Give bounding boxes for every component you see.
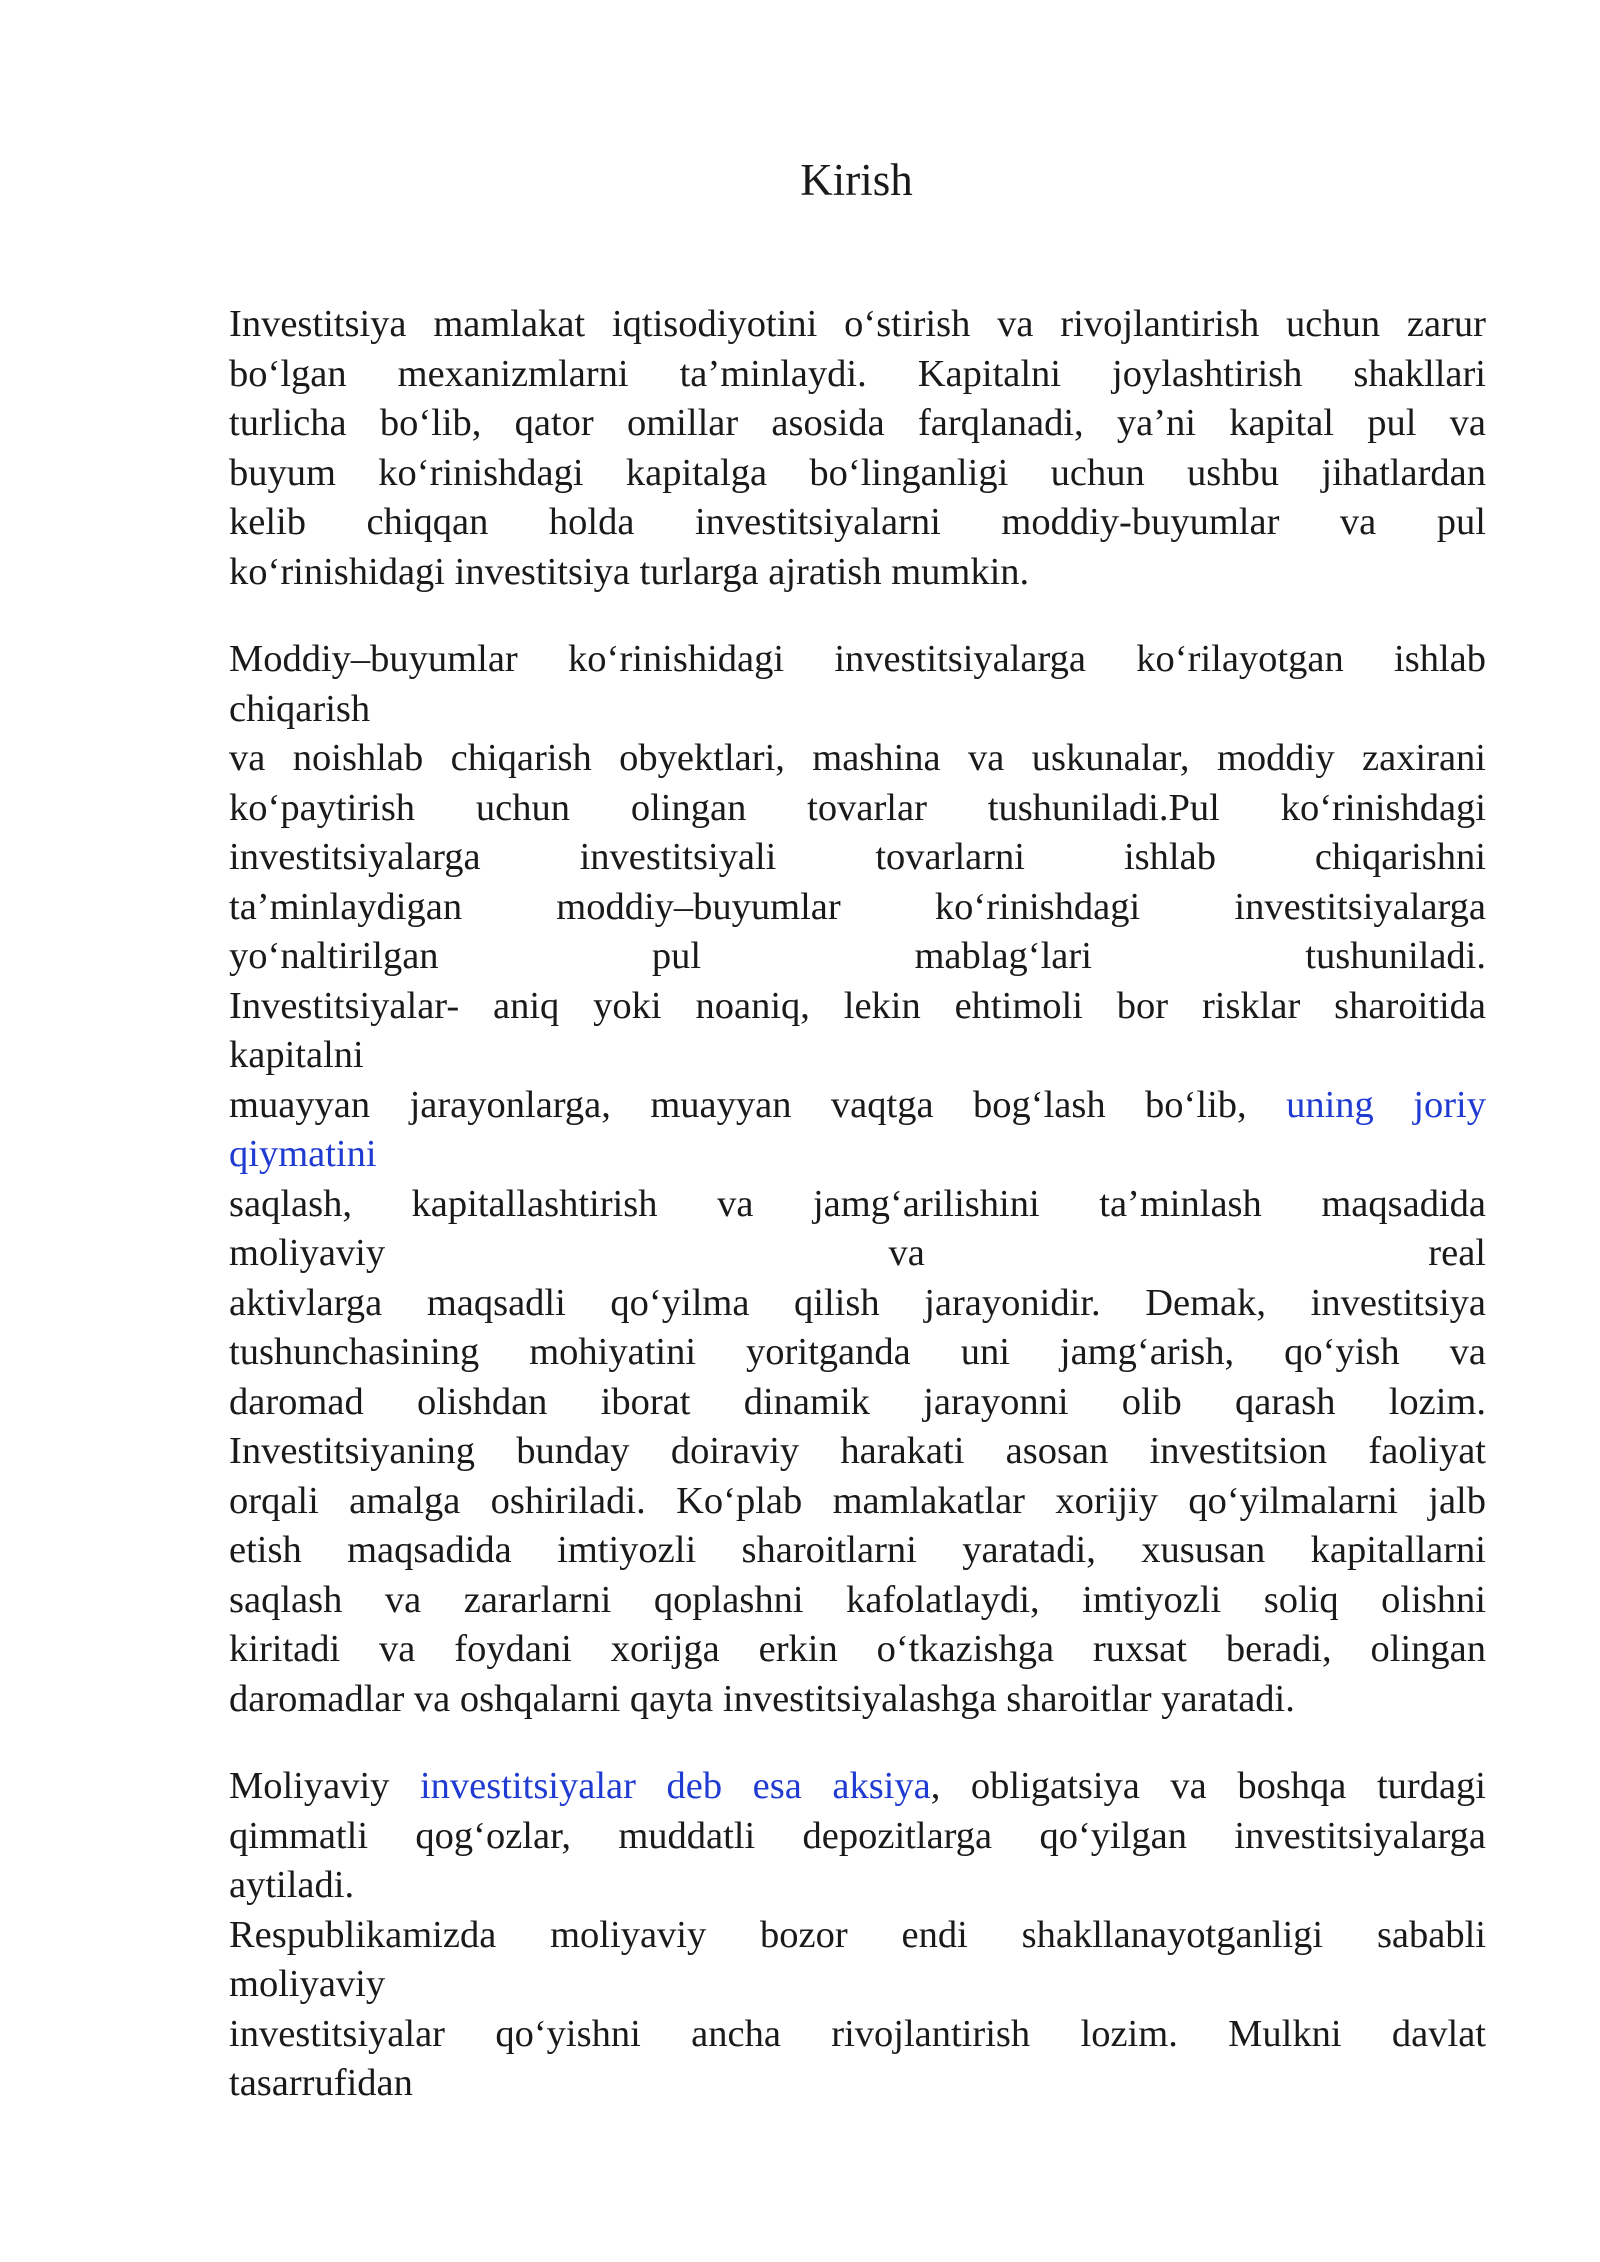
text-segment: qimmatli qog‘ozlar, muddatli depozitlarga qo‘yilgan investitsiyalarga <box>229 1814 1486 1857</box>
text-segment: va noishlab chiqarish obyektlari, mashina va uskunalar, moddiy zaxirani <box>229 737 1486 779</box>
document-body <box>229 300 1486 2109</box>
paragraph-gap <box>229 597 1486 635</box>
text-segment: ko‘paytirish uchun olingan tovarlar tushuniladi.Pul ko‘rinishdagi <box>229 786 1486 829</box>
text-line <box>229 1675 1486 1725</box>
text-segment: Investitsiyalar- aniq yoki noaniq, lekin ehtimoli bor risklar sharoitida <box>229 984 1486 1027</box>
text-line <box>229 1229 1486 1279</box>
text-line <box>229 1477 1486 1527</box>
text-line <box>229 350 1486 400</box>
text-line <box>229 932 1486 982</box>
text-line <box>229 685 1486 735</box>
text-line <box>229 982 1486 1032</box>
text-line <box>229 1960 1486 2010</box>
text-segment: moliyaviy <box>229 1963 386 2005</box>
text-segment: Investitsiya mamlakat iqtisodiyotini o‘stirish va rivojlantirish uchun zarur <box>229 303 1486 345</box>
text-line <box>229 883 1486 933</box>
paragraph <box>229 635 1486 1724</box>
text-line <box>229 1279 1486 1329</box>
text-segment: turlicha bo‘lib, qator omillar asosida farqlanadi, ya’ni kapital pul va <box>229 402 1486 444</box>
hyperlink-text[interactable]: uning joriy <box>1286 1083 1486 1126</box>
text-segment: daromadlar va oshqalarni qayta investitsiyalashga sharoitlar yaratadi. <box>229 1677 1295 1720</box>
text-line <box>229 2059 1486 2109</box>
text-line <box>229 833 1486 883</box>
text-segment: Investitsiyaning bunday doiraviy harakati asosan investitsion faoliyat <box>229 1430 1486 1472</box>
text-segment: ko‘rinishidagi investitsiya turlarga ajratish mumkin. <box>229 550 1030 593</box>
hyperlink-text[interactable]: qiymatini <box>229 1133 377 1175</box>
text-segment: , obligatsiya va boshqa turdagi <box>930 1765 1486 1807</box>
text-segment: chiqarish <box>229 687 371 730</box>
text-segment: muayyan jarayonlarga, muayyan vaqtga bog‘lash bo‘lib, <box>229 1083 1287 1126</box>
text-line <box>229 1526 1486 1576</box>
text-line <box>229 399 1486 449</box>
text-segment: bo‘lgan mexanizmlarni ta’minlaydi. Kapitalni joylashtirish shakllari <box>229 352 1486 395</box>
text-segment: Respublikamizda moliyaviy bozor endi shakllanayotganligi sababli <box>229 1913 1486 1956</box>
text-line <box>229 1861 1486 1911</box>
text-line <box>229 1378 1486 1428</box>
text-line <box>229 1130 1486 1180</box>
text-line <box>229 1812 1486 1862</box>
text-segment: moliyaviy va real <box>229 1232 1486 1274</box>
text-line <box>229 449 1486 499</box>
text-segment: etish maqsadida imtiyozli sharoitlarni yaratadi, xususan kapitallarni <box>229 1529 1486 1571</box>
text-segment: orqali amalga oshiriladi. Ko‘plab mamlakatlar xorijiy qo‘yilmalarni jalb <box>229 1479 1486 1522</box>
text-segment: aktivlarga maqsadli qo‘yilma qilish jarayonidir. Demak, investitsiya <box>229 1281 1486 1324</box>
text-segment: Moddiy–buyumlar ko‘rinishidagi investitsiyalarga ko‘rilayotgan ishlab <box>229 638 1486 680</box>
text-segment: kapitalni <box>229 1034 364 1076</box>
text-line <box>229 784 1486 834</box>
text-line <box>229 1625 1486 1675</box>
text-segment: buyum ko‘rinishdagi kapitalga bo‘linganligi uchun ushbu jihatlardan <box>229 451 1486 494</box>
text-line <box>229 1427 1486 1477</box>
hyperlink-text[interactable]: investitsiyalar deb esa aksiya <box>419 1765 931 1807</box>
text-line <box>229 1328 1486 1378</box>
text-segment: investitsiyalarga investitsiyali tovarlarni ishlab chiqarishni <box>229 836 1486 878</box>
text-segment: saqlash va zararlarni qoplashni kafolatlaydi, imtiyozli soliq olishni <box>229 1578 1486 1621</box>
text-line <box>229 498 1486 548</box>
text-segment: ta’minlaydigan moddiy–buyumlar ko‘rinishdagi investitsiyalarga <box>229 885 1486 928</box>
text-line <box>229 1081 1486 1131</box>
text-line <box>229 635 1486 685</box>
text-line <box>229 1576 1486 1626</box>
paragraph <box>229 1762 1486 2109</box>
text-segment: kelib chiqqan holda investitsiyalarni moddiy-buyumlar va pul <box>229 501 1486 543</box>
text-segment: saqlash, kapitallashtirish va jamg‘arilishini ta’minlash maqsadida <box>229 1182 1486 1225</box>
text-segment: daromad olishdan iborat dinamik jarayonni olib qarash lozim. <box>229 1380 1486 1423</box>
text-segment: tushunchasining mohiyatini yoritganda uni jamg‘arish, qo‘yish va <box>229 1331 1486 1373</box>
text-line <box>229 2010 1486 2060</box>
text-line <box>229 300 1486 350</box>
text-line <box>229 1911 1486 1961</box>
text-segment: yo‘naltirilgan pul mablag‘lari tushuniladi. <box>229 935 1486 977</box>
page-title: Kirish <box>800 155 913 205</box>
text-line <box>229 1762 1486 1812</box>
text-line <box>229 734 1486 784</box>
text-segment: aytiladi. <box>229 1864 355 1906</box>
text-segment: kiritadi va foydani xorijga erkin o‘tkazishga ruxsat beradi, olingan <box>229 1628 1486 1670</box>
text-segment: investitsiyalar qo‘yishni ancha rivojlantirish lozim. Mulkni davlat <box>229 2012 1486 2055</box>
paragraph-gap <box>229 1724 1486 1762</box>
paragraph <box>229 300 1486 597</box>
text-line <box>229 548 1486 598</box>
text-line <box>229 1031 1486 1081</box>
text-line <box>229 1180 1486 1230</box>
text-segment: tasarrufidan <box>229 2062 413 2104</box>
text-segment: Moliyaviy <box>229 1765 420 1807</box>
